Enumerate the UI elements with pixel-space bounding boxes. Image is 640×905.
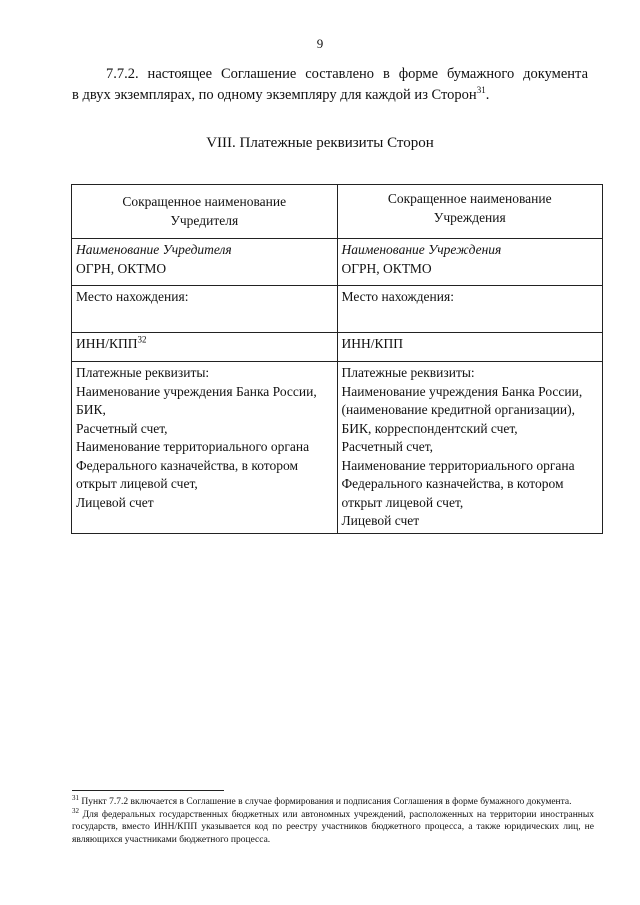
table-header-row [72, 185, 603, 239]
institution-payment-line: Расчетный счет, [341, 439, 434, 454]
cell-founder-inn [72, 333, 338, 362]
table-row-name [72, 239, 603, 286]
header-institution-line-1: Сокращенное наименование [387, 191, 552, 206]
institution-ogrn: ОГРН, ОКТМО [341, 260, 432, 276]
founder-name: Наименование Учредителя [76, 242, 232, 257]
footnote-32-text: Для федеральных государственных бюджетных или автономных учреждений, расположенных на территории иностранных государств, вместо ИНН/КПП указывается код по реестру участников бюджетного процесса, а также юридических лиц, не являющихся участниками бюджетного процесса. [72, 809, 595, 845]
founder-payment-line: БИК, [76, 402, 106, 417]
footnote-separator [72, 790, 224, 791]
header-institution [337, 185, 603, 239]
footnotes [72, 793, 595, 846]
cell-institution-payment [337, 362, 603, 534]
clause-line-2 [72, 85, 588, 106]
founder-ogrn: ОГРН, ОКТМО [76, 260, 167, 276]
founder-payment-line: Расчетный счет, [76, 420, 168, 436]
cell-founder-name [72, 239, 338, 286]
footnote-31-text: Пункт 7.7.2 включается в Соглашение в случае формирования и подписания Соглашения в форме бумажного документа. [81, 797, 572, 807]
founder-payment-line: Федерального казначейства, в котором [76, 457, 299, 473]
footnote-32-num: 32 [72, 806, 79, 815]
founder-payment-line: открыт лицевой счет, [76, 476, 198, 491]
footnote-ref-32: 32 [137, 334, 147, 345]
footnote-31 [72, 793, 594, 809]
cell-institution-name [337, 239, 603, 286]
institution-payment-line: Федерального казначейства, в котором [341, 476, 564, 491]
institution-payment-line: Лицевой счет [341, 513, 420, 528]
table-row-payment [72, 362, 603, 534]
cell-founder-payment [72, 362, 338, 534]
footnote-31-num: 31 [72, 793, 79, 802]
header-founder-line-2: Учредителя [170, 212, 239, 228]
founder-inn: ИНН/КПП [76, 336, 138, 351]
clause-line-1: 7.7.2. настоящее Соглашение составлено в форме бумажного документа [106, 66, 588, 82]
header-founder-line-1: Сокращенное наименование [122, 194, 287, 209]
institution-payment-line: (наименование кредитной организации), [341, 402, 575, 417]
institution-inn: ИНН/КПП [337, 333, 603, 362]
section-title: VIII. Платежные реквизиты Сторон [206, 135, 434, 151]
founder-address: Место нахождения: [72, 286, 338, 333]
institution-payment-line: Платежные реквизиты: [341, 365, 475, 380]
clause-end: . [485, 87, 490, 103]
clause-line-2-text: в двух экземплярах, по одному экземпляру для каждой из Сторон [72, 87, 477, 103]
clause-7-7-2 [72, 64, 588, 106]
institution-address: Место нахождения: [337, 286, 603, 333]
page-number: 9 [316, 36, 324, 51]
header-founder [72, 185, 338, 239]
payment-details-table [71, 184, 603, 534]
table-row-address [72, 286, 603, 333]
founder-payment-line: Платежные реквизиты: [76, 365, 210, 380]
institution-payment-line: БИК, корреспондентский счет, [341, 420, 518, 436]
institution-payment-line: Наименование учреждения Банка России, [341, 383, 583, 399]
footnote-ref-31: 31 [476, 85, 486, 96]
institution-payment-line: открыт лицевой счет, [341, 494, 464, 510]
founder-payment-line: Лицевой счет [76, 494, 154, 510]
institution-payment-line: Наименование территориального органа [341, 457, 575, 473]
founder-payment-line: Наименование учреждения Банка России, [76, 383, 317, 399]
founder-payment-line: Наименование территориального органа [76, 439, 310, 454]
table-row-inn [72, 333, 603, 362]
header-institution-line-2: Учреждения [433, 209, 506, 225]
footnote-32 [72, 806, 595, 847]
institution-name: Наименование Учреждения [341, 242, 502, 257]
